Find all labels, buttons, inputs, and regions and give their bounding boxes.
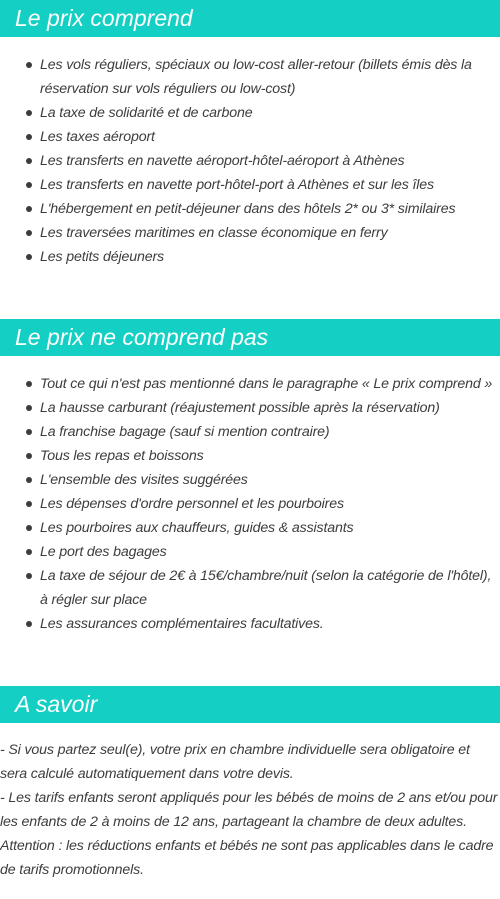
list-item: Le port des bagages [0,540,500,564]
list-item: La hausse carburant (réajustement possible après la réservation) [0,396,500,420]
list-item: La taxe de solidarité et de carbone [0,101,500,125]
list-item: Les vols réguliers, spéciaux ou low-cost aller-retour (billets émis dès la réservation sur vols réguliers ou low-cost) [0,53,500,101]
section-title-a-savoir: A savoir [0,686,500,723]
section-title-prix-ne-comprend-pas: Le prix ne comprend pas [0,319,500,356]
list-item: Les petits déjeuners [0,245,500,269]
list-item: Les assurances complémentaires facultatives. [0,612,500,636]
note-line: - Les tarifs enfants seront appliqués pour les bébés de moins de 2 ans et/ou pour les enfants de 2 à moins de 12 ans, partageant la chambre de deux adultes. [0,790,498,830]
list-item: La taxe de séjour de 2€ à 15€/chambre/nuit (selon la catégorie de l'hôtel), à régler sur place [0,564,500,612]
list-item: L'hébergement en petit-déjeuner dans des hôtels 2* ou 3* similaires [0,197,500,221]
list-item: La franchise bagage (sauf si mention contraire) [0,420,500,444]
list-item: Tout ce qui n'est pas mentionné dans le paragraphe « Le prix comprend » [0,372,500,396]
list-item: Les transferts en navette port-hôtel-port à Athènes et sur les îles [0,173,500,197]
list-item: Les dépenses d'ordre personnel et les pourboires [0,492,500,516]
section-title-prix-comprend: Le prix comprend [0,0,500,37]
list-item: Les traversées maritimes en classe économique en ferry [0,221,500,245]
list-item: L'ensemble des visites suggérées [0,468,500,492]
excluded-list [0,372,500,636]
note-line: - Si vous partez seul(e), votre prix en chambre individuelle sera obligatoire et sera calculé automatiquement dans votre devis. [0,742,470,782]
note-line: Attention : les réductions enfants et bébés ne sont pas applicables dans le cadre de tarifs promotionnels. [0,838,494,878]
list-item: Tous les repas et boissons [0,444,500,468]
included-list [0,53,500,269]
list-item: Les taxes aéroport [0,125,500,149]
a-savoir-text [0,738,500,882]
list-item: Les pourboires aux chauffeurs, guides & assistants [0,516,500,540]
list-item: Les transferts en navette aéroport-hôtel-aéroport à Athènes [0,149,500,173]
